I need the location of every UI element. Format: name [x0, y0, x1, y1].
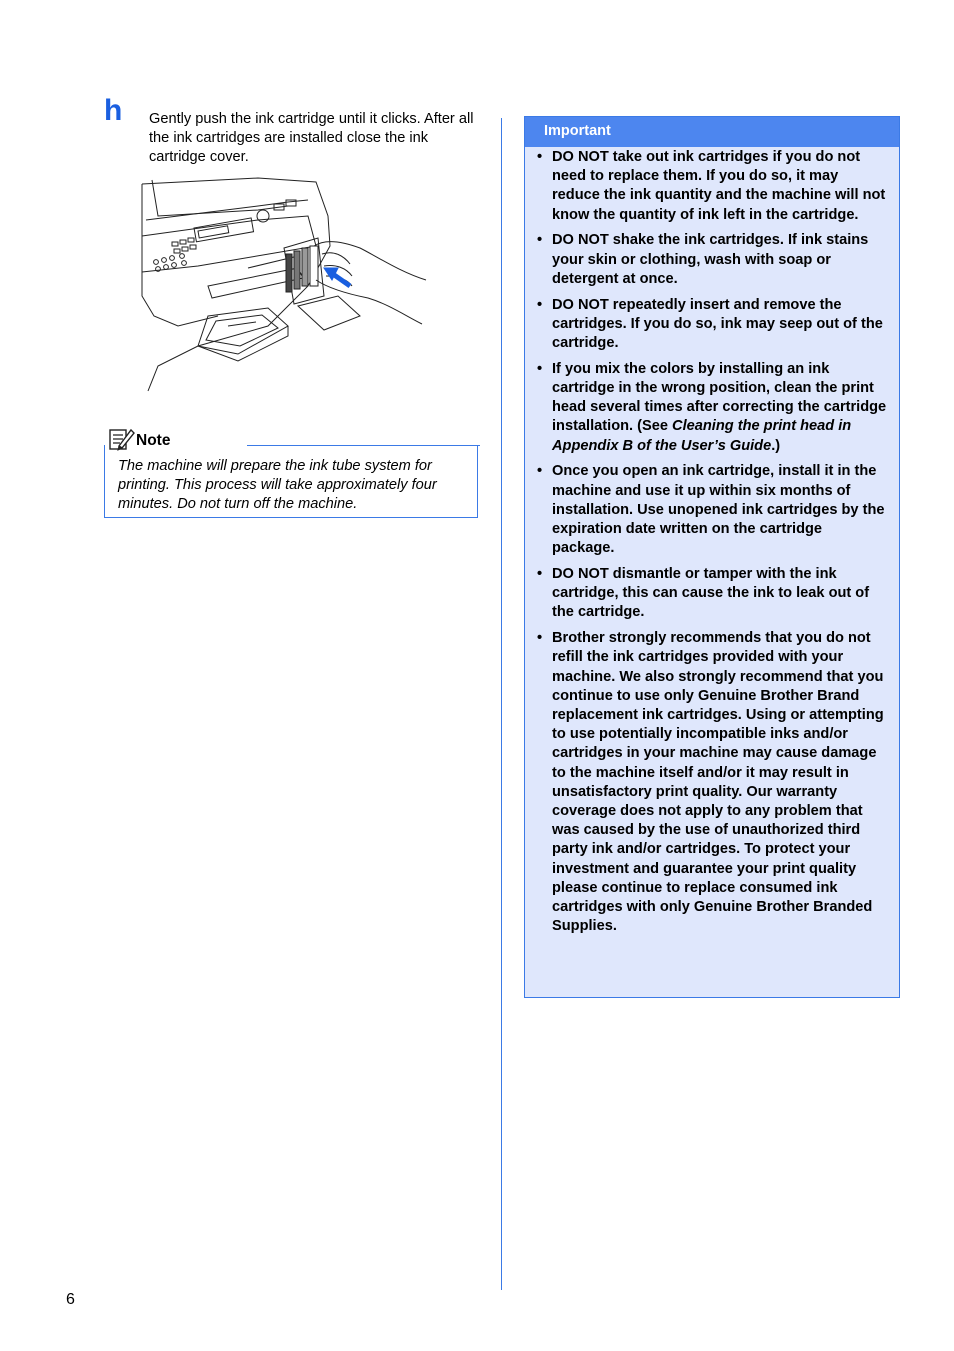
important-item-text: Once you open an ink cartridge, install it in the machine and use it up within six months of installation. Use unopened ink cartridges by the expiration date written on the cartridge package.: [552, 463, 885, 557]
important-title: Important: [544, 123, 611, 139]
important-box: [524, 116, 900, 998]
printer-install-cartridge-illustration: [138, 176, 430, 396]
note-title: Note: [136, 432, 171, 449]
page-number: 6: [66, 1291, 75, 1308]
important-item-text: DO NOT dismantle or tamper with the ink cartridge, this can cause the ink to leak out of the cartridge.: [552, 566, 870, 621]
important-item: [537, 231, 887, 289]
step-letter: h: [104, 94, 123, 127]
bullet: •: [537, 296, 543, 313]
bullet: •: [537, 630, 543, 647]
important-item: [537, 565, 887, 623]
note-body: The machine will prepare the ink tube system for printing. This process will take approximately four minutes. Do not turn off the machine.: [118, 458, 437, 512]
important-item-text: Brother strongly recommends that you do not refill the ink cartridges provided with your machine. We also strongly recommend that you continue to use only Genuine Brother Brand replacement ink cartridges. Using or attempting to use potentially incompatible inks and/or cartridges in your machine may cause damage to the machine itself and/or it may result in unsatisfactory print quality. Our warranty coverage does not apply to any problem that was caused by the use of unauthorized third party ink and/or cartridges. To protect your investment and guarantee your print quality please continue to replace consumed ink cartridges with only Genuine Brother Branded Supplies.: [552, 630, 884, 935]
step-instruction: Gently push the ink cartridge until it clicks. After all the ink cartridges are installed close the ink cartridge cover.: [149, 111, 474, 165]
important-item-reference: Cleaning the print head in Appendix B of the User’s Guide: [552, 418, 852, 454]
bullet: •: [537, 360, 543, 377]
bullet: •: [537, 232, 543, 249]
bullet: •: [537, 566, 543, 583]
bullet: •: [537, 463, 543, 480]
important-item-text-end: .): [771, 437, 781, 454]
column-divider: [501, 118, 502, 1290]
important-header: [525, 117, 899, 147]
important-item-text: DO NOT take out ink cartridges if you do not need to replace them. If you do so, it may reduce the ink quantity and the machine will not know the quantity of ink left in the cartridge.: [552, 149, 886, 223]
important-item-text: DO NOT shake the ink cartridges. If ink stains your skin or clothing, wash with soap or detergent at once.: [552, 232, 869, 287]
important-item: [537, 462, 887, 558]
important-item: [537, 148, 887, 225]
important-item: [537, 360, 887, 456]
important-item-text: DO NOT repeatedly insert and remove the cartridges. If you do so, ink may seep out of the cartridge.: [552, 296, 883, 352]
important-item-text: If you mix the colors by installing an ink cartridge in the wrong position, clean the print head several times after correcting the cartridge installation. (See: [552, 360, 887, 435]
important-list: [537, 148, 887, 943]
important-item: [537, 296, 887, 354]
important-item: [537, 629, 887, 936]
bullet: •: [537, 149, 543, 165]
